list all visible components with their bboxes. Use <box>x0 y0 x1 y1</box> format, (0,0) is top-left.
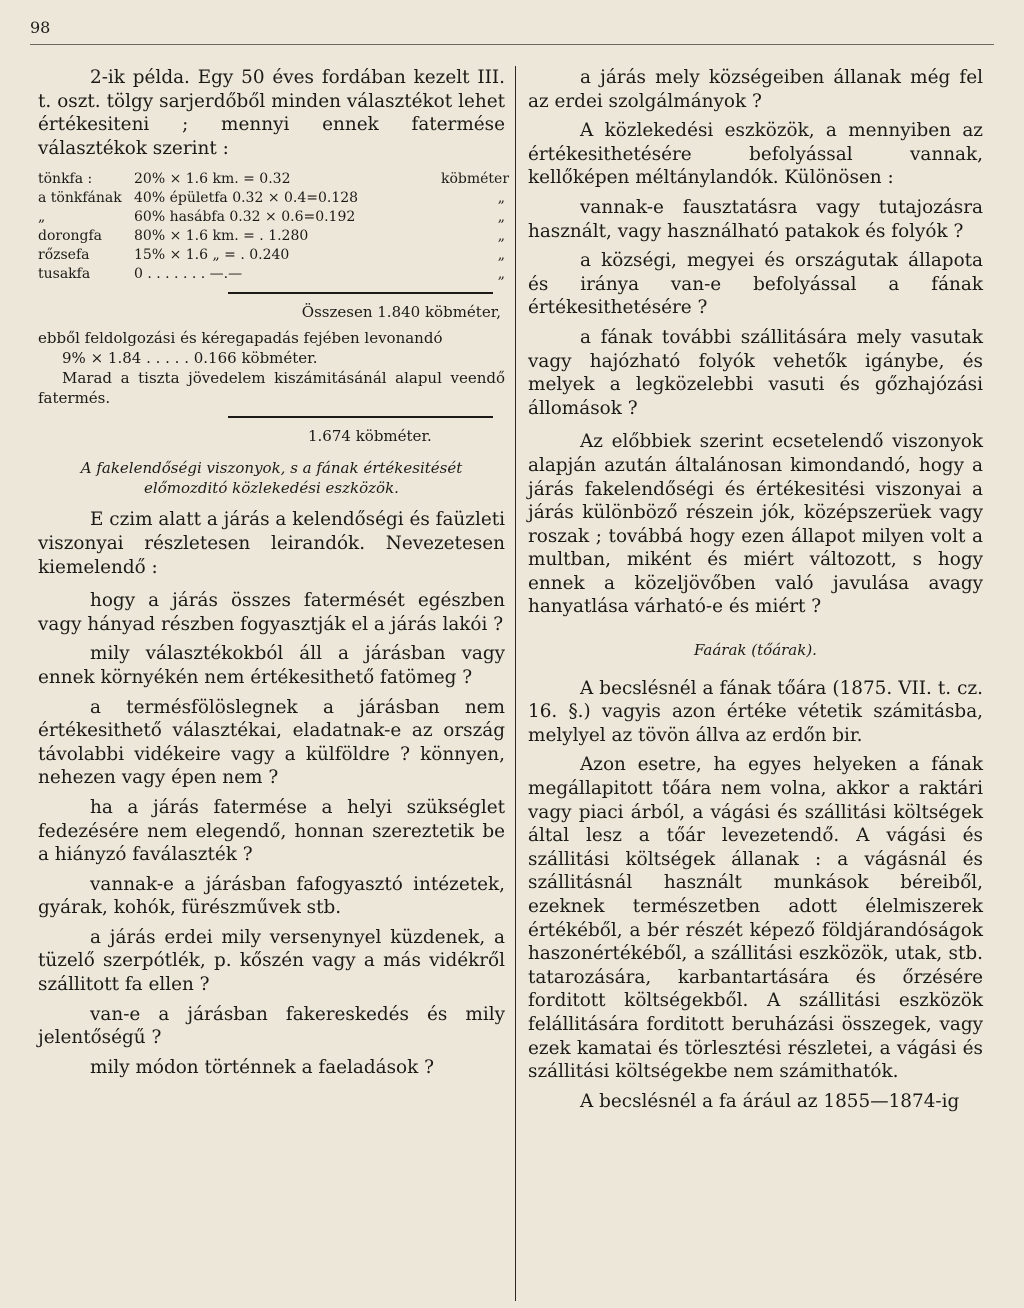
body-paragraph: A becslésnél a fának tőára (1875. VII. t. cz. 16. §.) vagyis azon értéke vétetik számitásba, melylyel az tövön állva az erdőn bir. <box>528 677 983 746</box>
sum-rule <box>228 292 493 294</box>
body-paragraph: A becslésnél a fa árául az 1855—1874-ig <box>580 1090 960 1112</box>
body-paragraph: Az előbbiek szerint ecsetelendő viszonyok alapján azután általánosan kimondandó, hogy a járás fakelendőségi és értékesitési viszonyai a járás különböző részein jók, középszerüek vagy roszak ; továbbá hogy ezen állapot milyen volt a multban, miként és miért változott, s hogy ennek a közeljövőben való javulása avagy hanyatlása várható-e és miért ? <box>528 431 983 618</box>
body-paragraph: A közlekedési eszközök, a mennyiben az értékesithetésére befolyással vannak, kellőképen méltánylandók. Különösen : <box>528 120 983 189</box>
table-row <box>38 246 505 265</box>
question-item: mily módon történnek a faeladások ? <box>90 1056 434 1078</box>
row-label: a tönkfának <box>38 190 122 207</box>
row-unit: köbméter <box>441 171 510 188</box>
result-rule <box>228 416 493 418</box>
question-item: a járás erdei mily versenynyel küzdenek, a tüzelő szerpótlék, p. kőszén vagy a más vidékről szállitott fa ellen ? <box>38 926 505 996</box>
table-row <box>38 170 510 189</box>
row-formula: 40% épületfa 0.32 × 0.4=0.128 <box>134 190 359 207</box>
row-label: tusakfa <box>38 266 91 283</box>
row-formula: 60% hasábfa 0.32 × 0.6=0.192 <box>134 209 356 226</box>
question-item: a járás mely községeiben állanak még fel az erdei szolgálmányok ? <box>528 67 983 112</box>
header-rule <box>30 44 994 45</box>
right-column <box>528 66 983 1113</box>
left-column <box>38 66 510 1079</box>
row-unit: „ <box>497 190 505 207</box>
question-item: mily választékokból áll a járásban vagy ennek környékén nem értékesithető fatömeg ? <box>38 643 505 688</box>
row-formula: 80% × 1.6 km. = . 1.280 <box>134 228 309 245</box>
table-row <box>38 189 505 208</box>
question-item: hogy a járás összes fatermését egészben vagy hányad részben fogyasztják el a járás lakói ? <box>38 590 505 635</box>
result-line: 1.674 köbméter. <box>308 427 432 446</box>
deduction-text: ebből feldolgozási és kéregapadás fejében levonandó <box>38 329 443 348</box>
question-item: ha a járás fatermése a helyi szükséglet fedezésére nem elegendő, honnan szereztetik be a hiányzó faválaszték ? <box>38 796 505 866</box>
body-paragraph: Azon esetre, ha egyes helyeken a fának megállapitott tőára nem volna, akkor a raktári vagy piaci árból, a vágási és szállitási költségek által lesz a tőár levezetendő. A vágási és szállitási költségek állanak : a vágásnál és szállitásnál használt munkások béreiből, ezeknek természetben adott élelmiszerek értékéből, a bér részét képező földjárandóságok haszonértékéből, a szállitási eszközök, utak, stb. tatarozására, karbantartására és őrzésére forditott költségekből. A szállitási eszközök felállitására forditott beruházási összegek, vagy ezek kamatai és törlesztési részletei, a vágási és szállitási költségekbe nem számithatók. <box>528 754 983 1083</box>
row-label: „ <box>38 209 46 226</box>
row-label: dorongfa <box>38 228 103 245</box>
question-item: a községi, megyei és országutak állapota és iránya van-e befolyással a fának értékesithetésére ? <box>528 250 983 319</box>
row-formula: 20% × 1.6 km. = 0.32 <box>134 171 291 188</box>
section-subheading: A fakelendőségi viszonyok, s a fának értékesitését előmozditó közlekedési eszközök. <box>80 459 463 498</box>
example-intro: 2-ik példa. Egy 50 éves fordában kezelt III. t. oszt. tölgy sarjerdőből minden választékot lehet értékesiteni ; mennyi ennek fatermése választékok szerint : <box>38 67 505 159</box>
row-unit: „ <box>497 209 505 226</box>
table-row <box>38 265 505 284</box>
row-unit: „ <box>497 228 505 245</box>
question-item: a fának további szállitására mely vasutak vagy hajózható folyók vehetők igánybe, és melyek a legközelebbi vasuti és gőzhajózási állomások ? <box>528 326 983 419</box>
section-heading: Faárak (tőárak). <box>694 641 817 660</box>
row-label: rőzsefa <box>38 247 90 264</box>
body-paragraph: E czim alatt a járás a kelendőségi és faüzleti viszonyai részletesen leirandók. Nevezetesen kiemelendő : <box>38 509 506 578</box>
yield-table <box>38 170 510 284</box>
row-formula: 0 . . . . . . . —.— <box>134 266 243 283</box>
row-unit: „ <box>497 247 505 264</box>
row-formula: 15% × 1.6 „ = . 0.240 <box>134 247 290 264</box>
total-line: Összesen 1.840 köbméter, <box>301 303 501 322</box>
table-row <box>38 227 505 246</box>
page-number: 98 <box>30 18 51 37</box>
question-item: a termésfölöslegnek a járásban nem értékesithető választékai, eladatnak-e az ország távolabbi vidékeire vagy a külföldre ? könnyen, nehezen vagy épen nem ? <box>38 696 505 789</box>
question-item: vannak-e a járásban fafogyasztó intézetek, gyárak, kohók, fürészművek stb. <box>38 873 505 919</box>
question-item: van-e a járásban fakereskedés és mily jelentőségű ? <box>38 1003 505 1049</box>
row-label: tönkfa : <box>38 171 93 188</box>
deduction-calc: 9% × 1.84 . . . . . 0.166 köbméter. <box>62 349 318 368</box>
remaining-text: Marad a tiszta jövedelem kiszámitásánál alapul veendő fatermés. <box>38 369 505 408</box>
column-divider <box>515 66 516 1301</box>
table-row <box>38 208 505 227</box>
question-item: vannak-e fausztatásra vagy tutajozásra használt, vagy használható patakok és folyók ? <box>528 196 983 242</box>
row-unit: „ <box>497 266 505 283</box>
